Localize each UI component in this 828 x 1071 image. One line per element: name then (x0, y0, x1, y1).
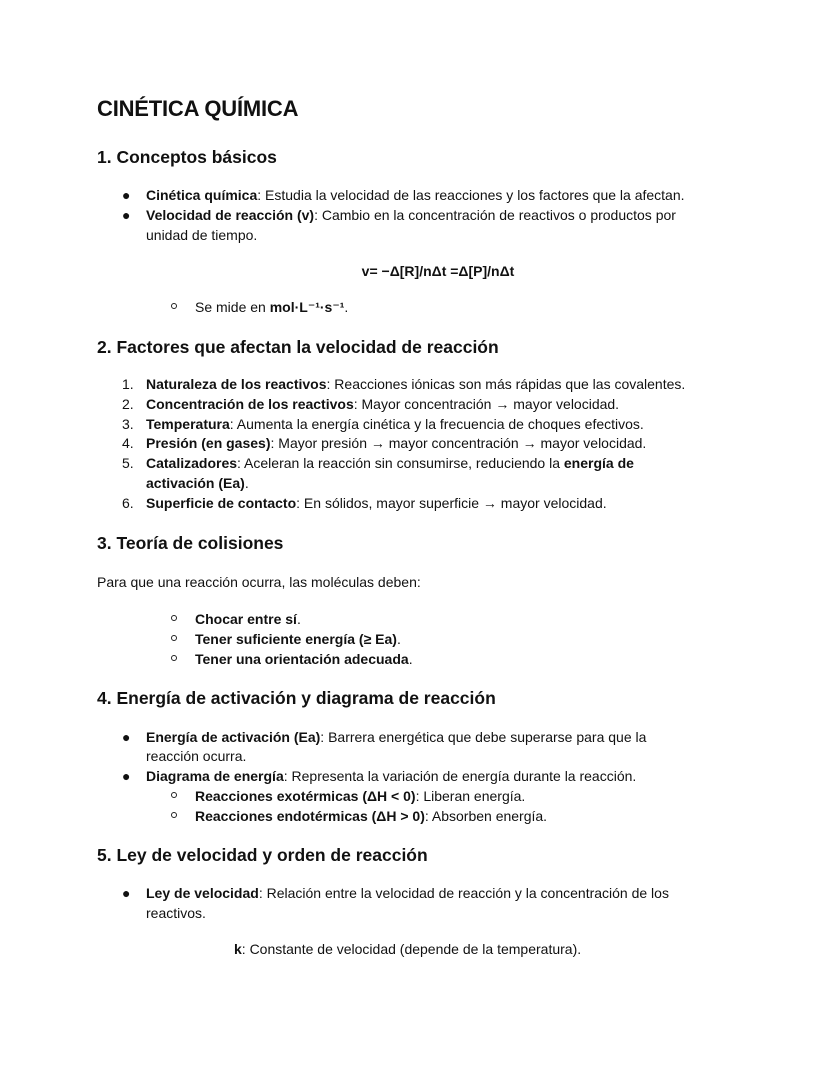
item-text-continued: reactivos. (146, 905, 206, 921)
item-text: Se mide en (195, 299, 270, 315)
hollow-bullet-icon (171, 303, 177, 309)
term: Cinética química (146, 187, 258, 203)
list-item (146, 205, 676, 225)
list-item (146, 433, 646, 453)
term: Reacciones endotérmicas (ΔH > 0) (195, 808, 425, 824)
list-number: 5. (122, 455, 134, 471)
list-item (146, 414, 644, 434)
hollow-bullet-icon (171, 655, 177, 661)
item-text-continued (146, 473, 249, 493)
section-2-heading: 2. Factores que afectan la velocidad de reacción (97, 337, 499, 357)
list-item (146, 453, 634, 473)
list-number: 2. (122, 396, 134, 412)
term: Presión (en gases) (146, 435, 271, 451)
term: Diagrama de energía (146, 768, 284, 784)
item-text: : Reacciones iónicas son más rápidas que las covalentes. (326, 376, 686, 392)
term: Naturaleza de los reactivos (146, 376, 327, 392)
term: k (234, 941, 242, 957)
bullet-icon: ● (122, 187, 131, 203)
term: Concentración de los reactivos (146, 396, 354, 412)
item-text: : En sólidos, mayor superficie → mayor velocidad. (296, 495, 607, 511)
term: Tener suficiente energía (≥ Ea) (195, 631, 397, 647)
list-item (195, 629, 401, 649)
list-item (195, 786, 525, 806)
list-item (146, 374, 685, 394)
term: Energía de activación (Ea) (146, 729, 321, 745)
unit: mol·L⁻¹·s⁻¹ (269, 299, 345, 315)
item-end: . (244, 475, 249, 491)
term: Superficie de contacto (146, 495, 297, 511)
term: Velocidad de reacción (v) (146, 207, 315, 223)
item-text: : Mayor concentración → mayor velocidad. (353, 396, 620, 412)
item-text: : Absorben energía. (424, 808, 548, 824)
term: Reacciones exotérmicas (ΔH < 0) (195, 788, 416, 804)
item-text: : Representa la variación de energía durante la reacción. (283, 768, 637, 784)
item-end: . (344, 299, 349, 315)
term: Tener una orientación adecuada (195, 651, 409, 667)
hollow-bullet-icon (171, 615, 177, 621)
hollow-bullet-icon (171, 635, 177, 641)
list-item (195, 297, 348, 317)
hollow-bullet-icon (171, 812, 177, 818)
section-1-heading: 1. Conceptos básicos (97, 147, 277, 167)
list-number: 1. (122, 376, 134, 392)
paragraph: Para que una reacción ocurra, las moléculas deben: (97, 574, 421, 590)
bullet-icon: ● (122, 729, 131, 745)
section-3-heading: 3. Teoría de colisiones (97, 533, 284, 553)
list-item (195, 609, 301, 629)
hollow-bullet-icon (171, 792, 177, 798)
item-text-continued: unidad de tiempo. (146, 227, 258, 243)
item-end: . (396, 631, 401, 647)
section-5-heading: 5. Ley de velocidad y orden de reacción (97, 845, 428, 865)
term: Chocar entre sí (195, 611, 297, 627)
item-end: . (408, 651, 413, 667)
list-item (146, 394, 619, 414)
list-number: 4. (122, 435, 134, 451)
item-text: : Relación entre la velocidad de reacción y la concentración de los (258, 885, 669, 901)
list-item (195, 649, 413, 669)
term: activación (Ea) (146, 475, 245, 491)
bullet-icon: ● (122, 207, 131, 223)
list-item (146, 883, 669, 903)
item-text: : Mayor presión → mayor concentración → mayor velocidad. (270, 435, 647, 451)
list-item (146, 766, 636, 786)
section-4-heading: 4. Energía de activación y diagrama de reacción (97, 688, 496, 708)
item-text-continued: reacción ocurra. (146, 748, 247, 764)
list-item (195, 806, 547, 826)
list-item (146, 493, 607, 513)
term: Catalizadores (146, 455, 238, 471)
item-text: : Aceleran la reacción sin consumirse, reduciendo la (237, 455, 564, 471)
list-item (146, 185, 685, 205)
list-number: 3. (122, 416, 134, 432)
bullet-icon: ● (122, 768, 131, 784)
bullet-icon: ● (122, 885, 131, 901)
item-text: : Cambio en la concentración de reactivos o productos por (314, 207, 676, 223)
list-item (146, 727, 646, 747)
rate-formula: v= −Δ[R]/nΔt =Δ[P]/nΔt (361, 263, 515, 279)
item-end: . (296, 611, 301, 627)
document-title: CINÉTICA QUÍMICA (97, 96, 299, 121)
item-text: : Aumenta la energía cinética y la frecuencia de choques efectivos. (229, 416, 644, 432)
term: Ley de velocidad (146, 885, 259, 901)
rate-constant-note (234, 939, 581, 959)
item-text: : Estudia la velocidad de las reacciones y los factores que la afectan. (257, 187, 685, 203)
term: Temperatura (146, 416, 230, 432)
term: energía de (563, 455, 634, 471)
item-text: : Barrera energética que debe superarse para que la (320, 729, 647, 745)
item-text: : Constante de velocidad (depende de la temperatura). (241, 941, 582, 957)
item-text: : Liberan energía. (415, 788, 526, 804)
list-number: 6. (122, 495, 134, 511)
